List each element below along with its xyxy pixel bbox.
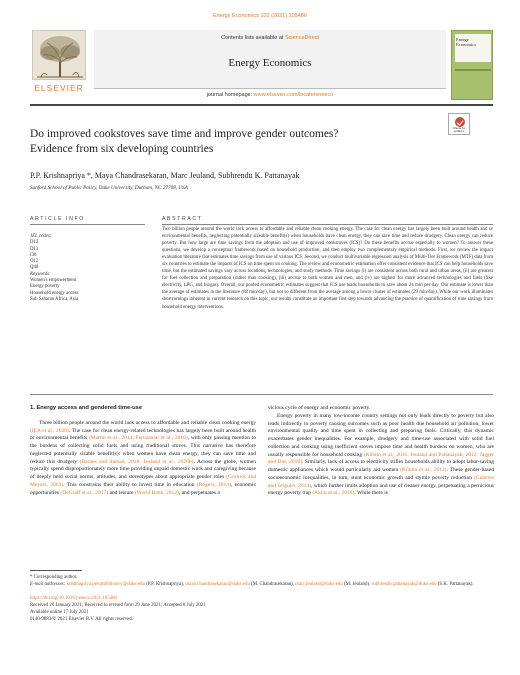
citation-link[interactable]: (IEA et al., 2020)	[30, 427, 69, 434]
article-info-heading: ARTICLE INFO	[30, 216, 85, 222]
keyword: Women's empowerment	[30, 278, 77, 284]
corresponding-author-note: * Corresponding author.	[30, 575, 78, 580]
body-text-run: , and perpetuates a	[178, 489, 220, 496]
section-heading: 1. Energy access and gendered time-use	[30, 405, 143, 411]
email-link[interactable]: krishnapriya.perumbillissery@duke.edu	[66, 582, 145, 588]
body-paragraph-continued: vicious cycle of energy and economic poverty.	[268, 405, 371, 411]
elsevier-tree-icon	[32, 30, 86, 80]
citation-link[interactable]: (Rogers, 2014)	[196, 481, 231, 488]
jel-code: O12	[30, 259, 39, 265]
jel-code: Q40	[30, 265, 39, 271]
affiliation: Sanford School of Public Policy, Duke University, Durham, NC 27708, USA	[30, 185, 188, 191]
masthead	[30, 30, 493, 100]
abstract-heading: ABSTRACT	[162, 216, 203, 222]
body-text-run: . While there is	[354, 490, 388, 497]
email-addresses: E-mail addresses: krishnapriya.perumbillissery@duke.edu (P.P. Krishnapriya), maya.chandrasekaran@duke.edu (M. Chandrasekaran), marc.jeuland@duke.edu (M. Jeuland), subhrendu.pattanayak@duke.edu (S.K. Pattanayak).	[30, 582, 474, 588]
body-text-run: . Across the globe, women typically spend disproportionately more time providing unpaid domestic work and caregiving because of deeply held social norms, attitudes, and stereotypes about appropriate gender roles	[30, 458, 256, 480]
jel-code: I30	[30, 252, 37, 258]
elsevier-logo[interactable]	[30, 30, 88, 100]
journal-cover-thumbnail[interactable]	[451, 30, 493, 100]
keyword: Household energy access	[30, 290, 79, 296]
elsevier-wordmark: ELSEVIER	[34, 83, 84, 93]
body-text-run: , with only passing mention to the burdens of collecting solid fuels and using traditional stoves. This narrative has therefore neglected potentially sizable benefit(s): when women have clean energy, they can save time and reduce this drudgery	[30, 435, 256, 465]
body-text-run: and leisure	[108, 489, 135, 496]
sciencedirect-link[interactable]: ScienceDirect	[284, 35, 319, 41]
citation-link[interactable]: (DeGraff et al., 2017)	[60, 489, 109, 496]
body-text-run: . Similarly, lack of access to electricity stifles households ability to adopt labor-saving domestic appliances which would particularly aid women	[268, 459, 495, 473]
citation-link[interactable]: (Köhlin et al., 2011; Jeuland and Pattanayak, 2012; Jagger and Das, 2018)	[268, 451, 494, 466]
received-dates: Received 20 January 2021; Received in revised form 29 June 2021; Accepted 8 July 2021	[30, 603, 206, 609]
journal-banner	[94, 30, 446, 100]
citation-link[interactable]: (Barnes and Samad, 2018; Jeuland et al., 2020b)	[79, 458, 194, 465]
keywords-label: Keywords:	[30, 271, 51, 277]
homepage-link[interactable]: www.elsevier.com/locate/eneeco	[253, 92, 334, 98]
citation-link[interactable]: (Aklin et al., 2018)	[312, 490, 355, 497]
body-text-run: . The case for clean energy-related technologies has largely been built around health or environmental benefits	[30, 427, 256, 442]
jel-code: D13	[30, 246, 39, 252]
available-online: Available online 17 July 2021	[30, 610, 89, 616]
article-title: Do improved cookstoves save time and improve gender outcomes? Evidence from six developing countries	[30, 128, 339, 155]
article-info	[30, 234, 145, 303]
abstract-text: Two billion people around the world lack access to affordable and reliable clean cooking energy. The case for clean energy has largely been built around health and or environmental benefits, neglecting potentially sizeable benefit(s) when households have clean energy, they can save time and reduce drudgery. Clean energy can reduce poverty. But how large are time savings from the adoption and use of improved cookstoves (ICS)? Do these benefits accrue especially to women? To answer these questions, we develop a conceptual framework based on household production, and then employ two complementary empirical methods. First, we review the impact evaluation literature that estimates time savings from use of various ICS. Second, we conduct multivariable regression analysis of Multi-Tier Framework (MTF) data from six countries to estimate the impacts of ICS on time spent on cooking. The review and econometric estimation offer consistent evidence that ICS can help households save time, but the estimated savings vary across locations, technologies, and study methods. Time savings (i) are consistent across both rural and urban areas, (ii) are greatest for fuel collection and preparation (rather than cooking), (iii) accrue to both women and men, and (iv) are highest for more advanced technologies and fuels (like electricity, LPG, and biogas). Overall, our pooled econometric estimates suggest that ICS use leads households to save about 24 min per day. Our estimate is lower than the average of estimates in the literature (88 min/day), but not so different from the average among a lower cluster of estimates (29 min/day). While our work illuminates shortcomings inherent in current research on this topic, our results constitute an important first step towards advancing the practice of quantification of time savings from household energy interventions.	[162, 227, 493, 310]
homepage-prefix: journal homepage:	[206, 92, 254, 98]
body-paragraph	[30, 420, 256, 498]
keyword: Energy poverty	[30, 284, 60, 290]
check-for-updates-badge[interactable]: Check for updates	[448, 113, 470, 135]
jel-code: D12	[30, 240, 39, 246]
email-link[interactable]: marc.jeuland@duke.edu	[295, 582, 343, 588]
body-column-left	[30, 405, 256, 497]
body-text-run: , which further limits adoption and use of cleaner energy, perpetuating a pernicious energy poverty trap	[268, 482, 494, 497]
email-link[interactable]: subhrendu.pattanayak@duke.edu	[371, 582, 437, 588]
contents-prefix: Contents lists available at	[221, 35, 285, 41]
journal-homepage-line	[94, 88, 446, 100]
body-column-right	[268, 405, 494, 498]
citation-link[interactable]: (Gornick and Meyers, 2003)	[30, 474, 256, 488]
email-link[interactable]: maya.chandrasekaran@duke.edu	[185, 582, 250, 588]
body-text-run: Energy poverty in many low-income country settings not only leads directly to poverty but also leads indirectly to poverty causing outcomes such as poor health due household air pollution, lower environmental quality and time spent in collecting and preparing fuels. Critically, this dynamic exacerbates gender inequalities. For example, drudgery and time-use associated with solid fuel collection and cooking using inefficient stoves impose time and health burdens on women, who are usually responsible for household cooking	[268, 412, 494, 458]
jel-label: JEL codes:	[30, 234, 52, 239]
article-info-rule	[30, 224, 145, 225]
journal-citation: Energy Economics 102 (2021) 105486	[213, 13, 307, 19]
contents-line	[94, 35, 446, 41]
body-text-run: , economic opportunities	[30, 481, 257, 496]
footnotes	[30, 574, 495, 624]
footnote-rule	[30, 570, 82, 571]
author-list: P.P. Krishnapriya *, Maya Chandrasekaran, Marc Jeuland, Subhrendu K. Pattanayak	[30, 171, 300, 180]
body-paragraph	[268, 413, 494, 498]
cover-title: Energy Economics	[456, 37, 476, 48]
citation-link[interactable]: (Cuberes and Teignier, 2014)	[268, 474, 494, 489]
doi-link[interactable]: https://doi.org/10.1016/j.eneco.2021.105486	[30, 596, 117, 602]
body-text-run: . This constrains their ability to invest time in education	[63, 481, 197, 488]
body-text-run: . These gender-based socioeconomic inequalities, in turn, stunt economic growth and stymie poverty reduction	[268, 467, 494, 481]
citation-link[interactable]: (World Bank, 2012)	[134, 489, 179, 496]
body-text-run: Three billion people around the world lack access to affordable and reliable clean cooking energy	[39, 419, 256, 426]
header-divider	[30, 104, 493, 106]
keyword: Sub Saharan Africa, Asia	[30, 296, 79, 302]
journal-title: Energy Economics	[228, 57, 312, 69]
copyright: 0140-9883/© 2021 Elsevier B.V. All rights reserved.	[30, 617, 133, 623]
citation-link[interactable]: (Martin et al., 2014; Feruzaniar et al., 2016)	[88, 435, 188, 442]
abstract-bottom-rule	[30, 394, 493, 395]
abstract-rule	[162, 224, 493, 225]
citation-link[interactable]: (Köhlin et al., 2011)	[400, 467, 447, 473]
